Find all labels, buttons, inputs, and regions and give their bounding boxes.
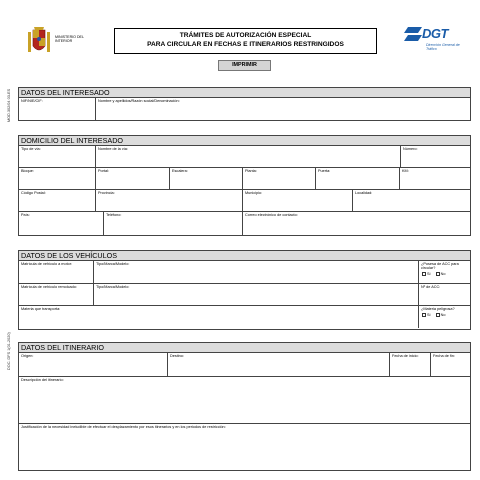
acc-number-field[interactable] xyxy=(419,284,470,305)
nif-field[interactable] xyxy=(19,98,96,120)
acc-question xyxy=(419,261,470,283)
municipio-field[interactable] xyxy=(243,190,353,211)
peligrosa-question xyxy=(419,306,470,328)
km-field[interactable] xyxy=(400,168,470,189)
escalera-label: Escalera: xyxy=(172,169,188,173)
fecha-fin-field[interactable] xyxy=(431,353,470,376)
acc-no-checkbox[interactable] xyxy=(436,272,440,276)
planta-field[interactable] xyxy=(243,168,316,189)
interesado-row xyxy=(19,98,470,120)
name-field[interactable] xyxy=(96,98,470,120)
form-title xyxy=(114,28,377,54)
descripcion-field[interactable] xyxy=(19,377,470,423)
km-label: KM: xyxy=(402,169,409,173)
tipo-remolcado-label: Tipo/Marca/Modelo: xyxy=(96,285,130,289)
email-field[interactable] xyxy=(243,212,470,235)
puerta-field[interactable] xyxy=(316,168,400,189)
domicilio-row-1 xyxy=(19,146,470,168)
email-label: Correo electrónico de contacto: xyxy=(245,213,298,217)
provincia-field[interactable] xyxy=(96,190,243,211)
coat-of-arms-logo xyxy=(26,26,52,56)
dgt-logo xyxy=(404,25,464,57)
telefono-label: Teléfono: xyxy=(106,213,122,217)
peligrosa-no-checkbox[interactable] xyxy=(436,313,440,317)
numero-field[interactable] xyxy=(401,146,470,167)
localidad-field[interactable] xyxy=(353,190,470,211)
peligrosa-question-label: ¿Materia peligrosa? xyxy=(421,307,455,311)
tipo-remolcado-field[interactable] xyxy=(94,284,419,305)
fecha-inicio-label: Fecha de inicio: xyxy=(392,354,419,358)
nif-label: NIF/NIE/CIF: xyxy=(21,99,43,103)
nombre-via-label: Nombre de la vía: xyxy=(98,147,128,151)
descripcion-label: Descripción del itinerario: xyxy=(21,378,64,382)
justificacion-field[interactable] xyxy=(19,424,470,470)
bloque-field[interactable] xyxy=(19,168,96,189)
interesado-title: DATOS DEL INTERESADO xyxy=(19,88,470,98)
peligrosa-si-label: Sí xyxy=(427,313,431,317)
title-line-2: PARA CIRCULAR EN FECHAS E ITINERARIOS RESTRINGIDOS xyxy=(147,40,344,48)
fecha-inicio-field[interactable] xyxy=(390,353,431,376)
vehiculos-title: DATOS DE LOS VEHÍCULOS xyxy=(19,251,470,261)
vehiculos-section xyxy=(18,250,471,330)
tipo-via-field[interactable] xyxy=(19,146,96,167)
matricula-motor-label: Matrícula de vehículo a motor: xyxy=(21,262,73,266)
itinerario-title: DATOS DEL ITINERARIO xyxy=(19,343,470,353)
destino-field[interactable] xyxy=(168,353,390,376)
pais-label: País: xyxy=(21,213,30,217)
form-code-top: MOD.302/04 03-ES xyxy=(7,88,11,122)
matricula-remolcado-field[interactable] xyxy=(19,284,94,305)
ministry-name: MINISTERIO DEL INTERIOR xyxy=(55,35,84,44)
acc-number-label: Nº de ACC: xyxy=(421,285,441,289)
peligrosa-no-label: No xyxy=(440,313,446,317)
interesado-section xyxy=(18,87,471,121)
tipo-motor-field[interactable] xyxy=(94,261,419,283)
bloque-label: Bloque: xyxy=(21,169,34,173)
escalera-field[interactable] xyxy=(170,168,243,189)
localidad-label: Localidad: xyxy=(355,191,373,195)
acc-si-checkbox[interactable] xyxy=(422,272,426,276)
print-button[interactable]: IMPRIMIR xyxy=(218,60,271,71)
provincia-label: Provincia: xyxy=(98,191,115,195)
tipo-motor-label: Tipo/Marca/Modelo: xyxy=(96,262,130,266)
peligrosa-options xyxy=(421,313,468,317)
acc-no-label: No xyxy=(440,272,446,276)
matricula-remolcado-label: Matrícula de vehículo remolcado: xyxy=(21,285,77,289)
domicilio-title: DOMICILIO DEL INTERESADO xyxy=(19,136,470,146)
planta-label: Planta: xyxy=(245,169,257,173)
domicilio-section xyxy=(18,135,471,236)
nombre-via-field[interactable] xyxy=(96,146,401,167)
materia-field[interactable] xyxy=(19,306,419,328)
materia-label: Materia que transporta: xyxy=(21,307,61,311)
dgt-subtitle: Dirección General de Tráfico xyxy=(426,43,460,52)
title-line-1: TRÁMITES DE AUTORIZACIÓN ESPECIAL xyxy=(179,32,312,39)
matricula-motor-field[interactable] xyxy=(19,261,94,283)
numero-label: Número: xyxy=(403,147,418,151)
portal-field[interactable] xyxy=(96,168,170,189)
name-label: Nombre y apellidos/Razón social/Denominación: xyxy=(98,99,180,103)
itinerario-section xyxy=(18,342,471,471)
justificacion-label: Justificación de la necesidad ineludible de efectuar el desplazamiento por esos itinerarios y en los periodos de restricción: xyxy=(21,425,226,429)
itinerario-row-3 xyxy=(19,424,470,470)
form-code-bottom: DOC. DFS 1(01-2020) xyxy=(7,332,11,370)
acc-question-label: ¿Posesa de ACC para circular? xyxy=(421,262,459,270)
vehiculos-row-3 xyxy=(19,306,470,328)
tipo-via-label: Tipo de vía: xyxy=(21,147,41,151)
cp-field[interactable] xyxy=(19,190,96,211)
origen-label: Origen: xyxy=(21,354,34,358)
pais-field[interactable] xyxy=(19,212,104,235)
portal-label: Portal: xyxy=(98,169,109,173)
domicilio-row-2 xyxy=(19,168,470,190)
fecha-fin-label: Fecha de fin: xyxy=(433,354,455,358)
vehiculos-row-1 xyxy=(19,261,470,284)
cp-label: Código Postal: xyxy=(21,191,46,195)
puerta-label: Puerta: xyxy=(318,169,331,173)
domicilio-row-4 xyxy=(19,212,470,235)
vehiculos-row-2 xyxy=(19,284,470,306)
acc-options xyxy=(421,272,468,276)
municipio-label: Municipio: xyxy=(245,191,263,195)
destino-label: Destino: xyxy=(170,354,184,358)
origen-field[interactable] xyxy=(19,353,168,376)
domicilio-row-3 xyxy=(19,190,470,212)
telefono-field[interactable] xyxy=(104,212,243,235)
dgt-wordmark: DGT xyxy=(422,26,448,41)
acc-si-label: Sí xyxy=(427,272,431,276)
peligrosa-si-checkbox[interactable] xyxy=(422,313,426,317)
itinerario-row-1 xyxy=(19,353,470,377)
itinerario-row-2 xyxy=(19,377,470,424)
